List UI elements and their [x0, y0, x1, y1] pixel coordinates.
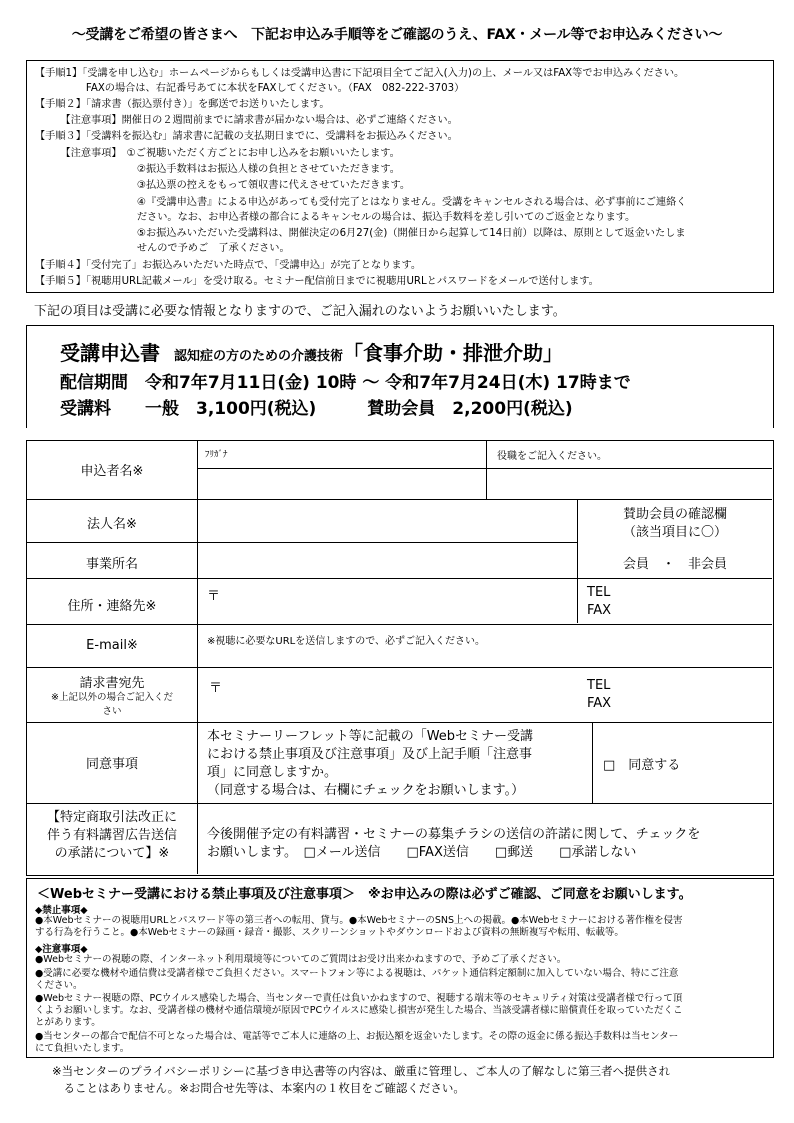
caution-line: ●受講に必要な機材や通信費は受講者様でご負担ください。スマートフォン等による視聴は、パケット通信料定額制に加入していない場合、特にご注意 — [35, 968, 679, 979]
consent-text-line: 項」に同意しますか。 — [207, 765, 338, 780]
invoice-label: 請求書宛先 — [79, 676, 145, 691]
caution-line: とがあります。 — [35, 1017, 101, 1028]
applicant-label: 申込者名※ — [80, 464, 144, 479]
caution-line: にて負担いたします。 — [35, 1043, 130, 1054]
prohibited-line: する行為を行うこと。●本Webセミナーの録画・録音・撮影、スクリーンショットやダウンロードおよび資料の無断複写や転用、転載等。 — [35, 927, 624, 938]
invoice-tel-label: TEL — [587, 678, 611, 693]
office-label: 事業所名 — [85, 557, 138, 572]
prohibited-title: ◆禁止事項◆ — [35, 905, 88, 916]
member-check-sub: （該当項目に〇） — [622, 525, 727, 540]
invoice-fax-label: FAX — [587, 696, 612, 711]
consent-text-line: （同意する場合は、右欄にチェックをお願いします。） — [207, 783, 525, 798]
member-options[interactable]: 会員 ・ 非会員 — [622, 557, 727, 572]
caution-line: ください。 — [35, 980, 83, 991]
caution-title: ◆注意事項◆ — [35, 944, 88, 955]
notice-title: ＜Webセミナー受講における禁止事項及び注意事項＞ ※お申込みの際は必ずご確認、ご同意をお願いします。 — [37, 887, 692, 902]
prohibited-line: ●本Webセミナーの視聴用URLとパスワード等の第三者への転用、貸与。●本WebセミナーのSNS上への掲載。●本Webセミナーにおける著作権を侵害 — [35, 915, 683, 926]
law-text: 今後開催予定の有料講習・セミナーの募集チラシの送信の許諾に関して、チェックを — [207, 827, 701, 842]
email-label: E-mail※ — [86, 638, 138, 653]
info-line: 下記の項目は受講に必要な情報となりますので、ご記入漏れのないようお願いいたします。 — [34, 304, 566, 319]
law-label-line: の承諾について】※ — [54, 846, 170, 861]
invoice-postal-mark: 〒 — [209, 681, 223, 696]
office-name-field[interactable] — [199, 544, 575, 577]
caution-line: くようお願いします。なお、受講者様の機材や通信環境が原因でPCウイルスに感染し損害が発生した場合、当該受講者様に賠償責任を取っていただくこ — [35, 1005, 683, 1016]
notice-box — [26, 878, 774, 1058]
step-line: ②振込手数料はお振込人様の負担とさせていただきます。 — [35, 164, 400, 175]
caution-line: ●Webセミナー視聴の際、PCウイルス感染した場合、当センターで責任は負いかねますので、視聴する端末等のセキュリティ対策は受講者様で行って頂 — [35, 993, 683, 1004]
procedure-steps-box — [26, 60, 774, 293]
seminar-topic: 「食事介助・排泄介助」 — [342, 341, 563, 365]
law-options[interactable]: お願いします。 □メール送信 □FAX送信 □郵送 □承諾しない — [207, 845, 637, 860]
step-line: ださい。なお、お申込者様の都合によるキャンセルの場合は、振込手数料を差し引いてのご返金となります。 — [35, 212, 636, 223]
consent-checkbox[interactable]: □ 同意する — [603, 758, 681, 773]
postal-mark: 〒 — [207, 589, 221, 604]
email-field[interactable] — [199, 646, 770, 666]
delivery-period: 配信期間 令和7年7月11日(金) 10時 ～ 令和7年7月24日(木) 17時まで — [60, 373, 631, 393]
caution-line: ●Webセミナーの視聴の際、インターネット利用環境等についてのご質問はお受け出来かねますので、予めご了承ください。 — [35, 954, 567, 965]
invoice-sub-cont: さい — [102, 706, 122, 717]
tel-label: TEL — [587, 585, 611, 600]
consent-text-line: における禁止事項及び注意事項」及び上記手順「注意事 — [207, 747, 533, 762]
footer-line: ることはありません。※お問合せ先等は、本案内の１枚目をご確認ください。 — [52, 1081, 465, 1095]
invoice-sub: ※上記以外の場合ご記入くだ — [51, 692, 173, 703]
furigana-label: ﾌﾘｶﾞﾅ — [205, 450, 228, 460]
invoice-address-field[interactable] — [199, 669, 579, 721]
position-hint: 役職をご記入ください。 — [497, 451, 607, 462]
step-line: 【手順５】「視聴用URL記載メール」を受け取る。セミナー配信前日までに視聴用URLとパスワードをメールで送付します。 — [35, 276, 599, 287]
consent-label: 同意事項 — [85, 757, 138, 772]
seminar-subtitle: 認知症の方のための介護技術 — [173, 349, 343, 364]
fax-label: FAX — [587, 603, 612, 618]
step-line: ③払込票の控えをもって領収書に代えさせていただきます。 — [35, 180, 411, 191]
page-title: ～受講をご希望の皆さまへ 下記お申込み手順等をご確認のうえ、FAX・メール等でお申込みください～ — [71, 27, 723, 43]
step-line: 【注意事項】 ①ご視聴いただく方ごとにお申し込みをお願いいたします。 — [35, 148, 400, 159]
law-label-line: 伴う有料講習広告送信 — [46, 828, 177, 843]
privacy-footer — [52, 1063, 670, 1097]
step-line: 【手順４】「受付完了」お振込みいただいた時点で、「受講申込」が完了となります。 — [35, 260, 422, 271]
step-line: 【手順1】「受講を申し込む」ホームページからもしくは受講申込書に下記項目全てご記入(入力)の上、メール又はFAX等でお申込みください。 — [35, 68, 685, 79]
step-line: 【手順２】「請求書（振込票付き）」を郵送でお送りいたします。 — [35, 99, 330, 110]
law-label-line: 【特定商取引法改正に — [46, 810, 177, 825]
address-label: 住所・連絡先※ — [67, 599, 157, 614]
seminar-title — [60, 337, 563, 366]
form-name: 受講申込書 — [60, 341, 160, 365]
caution-line: ●当センターの都合で配信不可となった場合は、電話等でご本人に連絡の上、お振込額を返金いたします。その際の返金に係る振込手数料は当センター — [35, 1031, 679, 1042]
step-line: 【手順３】「受講料を振込む」請求書に記載の支払期日までに、受講料をお振込みください。 — [35, 131, 458, 142]
step-line: 【注意事項】開催日の２週間前までに請求書が届かない場合は、必ずご連絡ください。 — [35, 115, 458, 126]
corp-label: 法人名※ — [87, 517, 137, 532]
position-field[interactable] — [488, 470, 770, 497]
step-line: ④『受講申込書』による申込があっても受付完了とはなりません。受講をキャンセルされる場合は、必ず事前にご連絡く — [35, 197, 687, 208]
address-field[interactable] — [199, 580, 575, 623]
application-form — [26, 440, 774, 876]
footer-line: ※当センターのプライバシーポリシーに基づき申込書等の内容は、厳重に管理し、ご本人の了解なしに第三者へ提供され — [52, 1064, 671, 1078]
email-hint: ※視聴に必要なURLを送信しますので、必ずご記入ください。 — [207, 636, 486, 647]
member-check-title: 賛助会員の確認欄 — [622, 507, 727, 522]
applicant-name-field[interactable] — [199, 470, 484, 497]
step-line: FAXの場合は、右記番号あてに本状をFAXしてください。（FAX 082-222-3703） — [35, 83, 465, 94]
law-label — [27, 809, 197, 863]
fee-line: 受講料 一般 3,100円(税込) 賛助会員 2,200円(税込) — [60, 399, 573, 419]
consent-text-line: 本セミナーリーフレット等に記載の「Webセミナー受講 — [207, 729, 534, 744]
step-line: せんので予めご 了承ください。 — [35, 243, 290, 254]
corp-name-field[interactable] — [199, 501, 575, 541]
step-line: ⑤お振込みいただいた受講料は、開催決定の6月27(金)（開催日から起算して14日前）以降は、原則として返金いたしま — [35, 228, 686, 239]
